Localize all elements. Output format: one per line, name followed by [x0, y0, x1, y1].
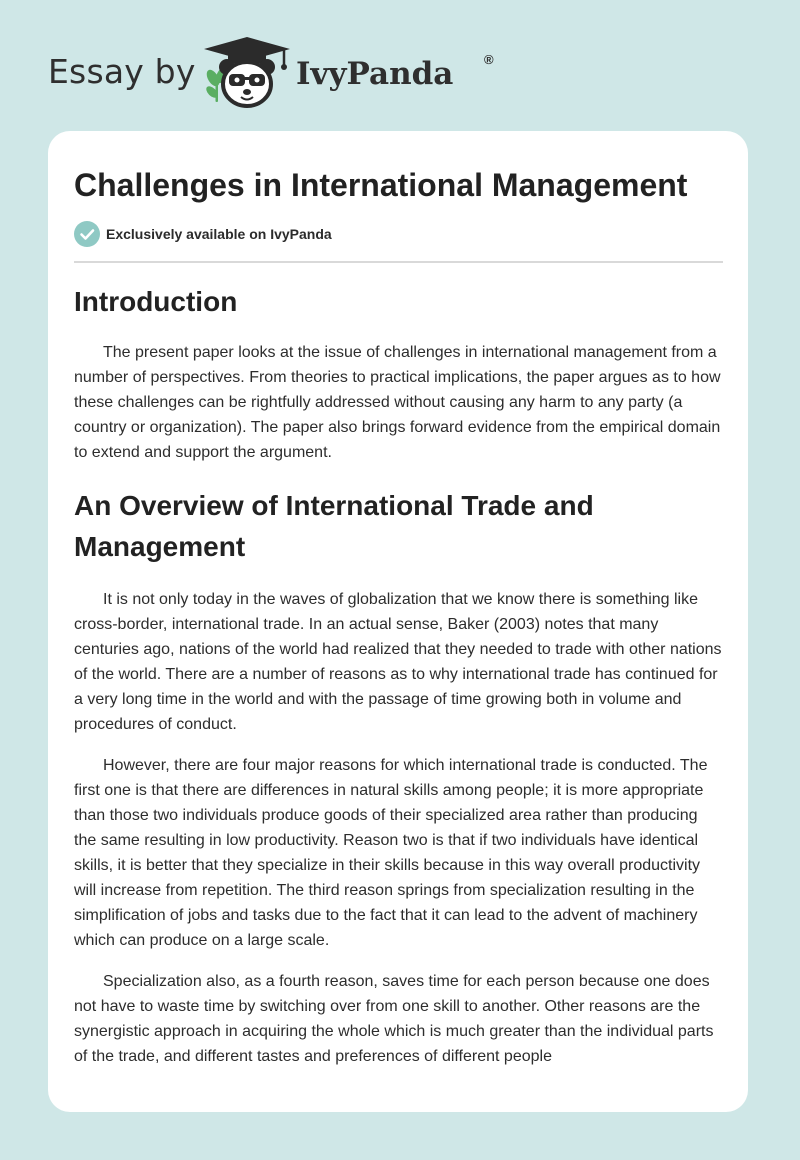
essay-card	[48, 131, 748, 1112]
paragraph-overview-1: It is not only today in the waves of globalization that we know there is something like cross-border, international trade. In an actual sense, Baker (2003) notes that many centuries ago, nations of the world had realized that they needed to trade with other nations of the world. There are a number of reasons as to why international trade has continued for a very long time in the world and with the passage of time growing both in volume and procedures of conduct.	[74, 591, 722, 733]
title-divider	[74, 261, 723, 263]
section-heading-introduction: Introduction	[74, 286, 238, 317]
paragraph-overview-3: Specialization also, as a fourth reason, saves time for each person because one does not have to waste time by switching over from one skill to another. Other reasons are the synergistic approach in acquiring the whole which is much greater than the individual parts of the trade, and different tastes and preferences of different people	[74, 973, 714, 1065]
paragraph-introduction: The present paper looks at the issue of challenges in international management from a number of perspectives. From theories to practical implications, the paper argues as to how these challenges can be rightfully addressed without causing any harm to any party (a country or organization). The paper also brings forward evidence from the empirical domain to extend and support the argument.	[74, 344, 721, 461]
paragraph-overview-2: However, there are four major reasons for which international trade is conducted. The first one is that there are differences in natural skills among people; it is more appropriate than those two individuals produce goods of their specialized area rather than producing the same resulting in low productivity. Reason two is that if two individuals have identical skills, it is better that they specialize in their skills because in this way overall productivity will increase from repetition. The third reason springs from specialization resulting in the simplification of jobs and tasks due to the fact that it can lead to the advent of machinery which can produce on a large scale.	[74, 757, 708, 949]
essay-content	[74, 277, 724, 1069]
essay-title: Challenges in International Management	[74, 167, 688, 203]
brand-name-text: IvyPanda	[296, 56, 454, 92]
brand-prefix-text: Essay by	[48, 52, 196, 91]
registered-mark: ®	[484, 52, 494, 67]
site-brand-header[interactable]	[48, 34, 494, 110]
section-heading-overview: An Overview of International Trade and Management	[74, 490, 594, 562]
panda-graduate-logo-icon	[200, 34, 294, 110]
check-circle-icon	[74, 221, 100, 247]
exclusive-badge-text: Exclusively available on IvyPanda	[106, 226, 332, 242]
exclusive-badge	[74, 221, 332, 247]
